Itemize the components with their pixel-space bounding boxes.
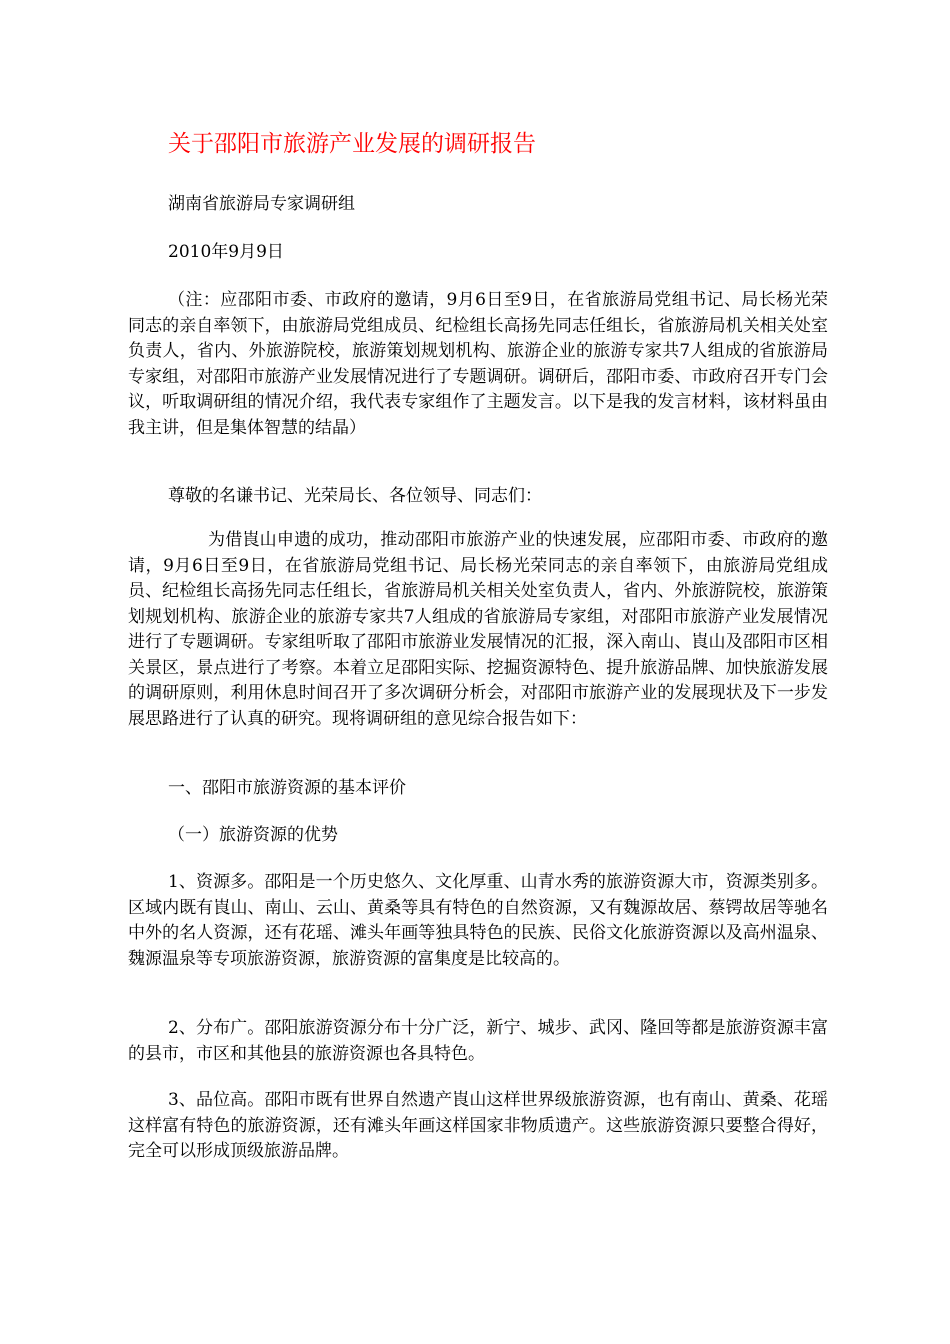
document-title: 关于邵阳市旅游产业发展的调研报告 [168, 131, 536, 157]
note-paragraph: （注：应邵阳市委、市政府的邀请，9月6日至9日，在省旅游局党组书记、局长杨光荣同志的亲自率领下，由旅游局党组成员、纪检组长高扬先同志任组长，省旅游局机关相关处室负责人，省内、外旅游院校，旅游策划规划机构、旅游企业的旅游专家共7人组成的省旅游局专家组，对邵阳市旅游产业发展情况进行了专题调研。调研后，邵阳市委、市政府召开专门会议，听取调研组的情况介绍，我代表专家组作了主题发言。以下是我的发言材料，该材料虽由我主讲，但是集体智慧的结晶） [128, 290, 828, 438]
section-heading: 一、邵阳市旅游资源的基本评价 [168, 778, 406, 798]
point-paragraph-1: 1、资源多。邵阳是一个历史悠久、文化厚重、山青水秀的旅游资源大市，资源类别多。区域内既有崀山、南山、云山、黄桑等具有特色的自然资源，又有魏源故居、蔡锷故居等驰名中外的名人资源，还有花瑶、滩头年画等独具特色的民族、民俗文化旅游资源以及高州温泉、魏源温泉等专项旅游资源，旅游资源的富集度是比较高的。 [128, 872, 828, 969]
author-line: 湖南省旅游局专家调研组 [168, 194, 355, 214]
point-paragraph-3: 3、品位高。邵阳市既有世界自然遗产崀山这样世界级旅游资源，也有南山、黄桑、花瑶这样富有特色的旅游资源，还有滩头年画这样国家非物质遗产。这些旅游资源只要整合得好，完全可以形成顶级旅游品牌。 [128, 1090, 828, 1161]
subsection-heading: （一）旅游资源的优势 [168, 825, 338, 845]
point-paragraph-2: 2、分布广。邵阳旅游资源分布十分广泛，新宁、城步、武冈、隆回等都是旅游资源丰富的县市，市区和其他县的旅游资源也各具特色。 [128, 1018, 828, 1064]
greeting-line: 尊敬的名谦书记、光荣局长、各位领导、同志们： [168, 486, 542, 506]
date-line: 2010年9月9日 [168, 242, 284, 262]
intro-paragraph: 为借崀山申遗的成功，推动邵阳市旅游产业的快速发展，应邵阳市委、市政府的邀请，9月6日至9日，在省旅游局党组书记、局长杨光荣同志的亲自率领下，由旅游局党组成员、纪检组长高扬先同志任组长，省旅游局机关相关处室负责人，省内、外旅游院校，旅游策划规划机构、旅游企业的旅游专家共7人组成的省旅游局专家组，对邵阳市旅游产业发展情况进行了专题调研。专家组听取了邵阳市旅游业发展情况的汇报，深入南山、崀山及邵阳市区相关景区，景点进行了考察。本着立足邵阳实际、挖掘资源特色、提升旅游品牌、加快旅游发展的调研原则，利用休息时间召开了多次调研分析会，对邵阳市旅游产业的发展现状及下一步发展思路进行了认真的研究。现将调研组的意见综合报告如下： [128, 530, 828, 729]
